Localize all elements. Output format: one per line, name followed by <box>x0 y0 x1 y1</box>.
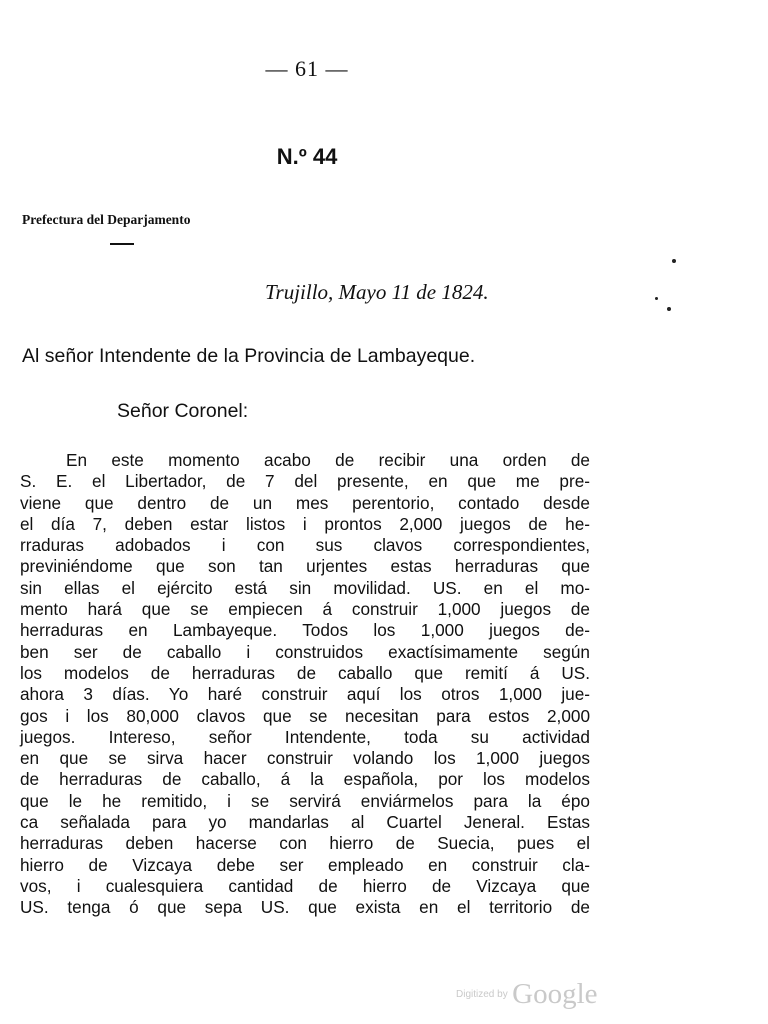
body-line: US. tenga ó que sepa US. que exista en el territorio de <box>20 897 590 918</box>
body-line: de herraduras de caballo, á la española, por los modelos <box>20 769 590 790</box>
speck-mark <box>672 259 676 263</box>
salutation: Señor Coronel: <box>117 400 249 422</box>
body-line: herraduras deben hacerse con hierro de Suecia, pues el <box>20 833 590 854</box>
dateline: Trujillo, Mayo 11 de 1824. <box>265 280 489 304</box>
office-rule <box>110 243 134 245</box>
body-line: ahora 3 días. Yo haré construir aquí los otros 1,000 jue- <box>20 684 590 705</box>
letter-body <box>20 450 590 919</box>
body-line: gos i los 80,000 clavos que se necesitan para estos 2,000 <box>20 705 590 726</box>
google-brand: Google <box>512 978 598 1010</box>
body-line: previniéndome que son tan urjentes estas herraduras que <box>20 556 590 577</box>
body-line: ca señalada para yo mandarlas al Cuartel Jeneral. Estas <box>20 812 590 833</box>
body-line: S. E. el Libertador, de 7 del presente, en que me pre- <box>20 471 590 492</box>
digitized-watermark <box>456 978 598 1011</box>
body-line: el día 7, deben estar listos i prontos 2,000 juegos de he- <box>20 513 590 534</box>
speck-mark <box>667 307 671 311</box>
body-line: los modelos de herraduras de caballo que remití á US. <box>20 662 590 683</box>
body-line: que le he remitido, i se servirá enviármelos para la épo <box>20 790 590 811</box>
body-line: En este momento acabo de recibir una orden de <box>66 450 590 470</box>
body-line: viene que dentro de un mes perentorio, contado desde <box>20 492 590 513</box>
body-line: mento hará que se empiecen á construir 1,000 juegos de <box>20 599 590 620</box>
body-line: sin ellas el ejército está sin movilidad. US. en el mo- <box>20 577 590 598</box>
body-line: rraduras adobados i con sus clavos correspondientes, <box>20 535 590 556</box>
body-line: vos, i cualesquiera cantidad de hierro de Vizcaya que <box>20 875 590 896</box>
body-line: en que se sirva hacer construir volando los 1,000 juegos <box>20 748 590 769</box>
body-line: juegos. Intereso, señor Intendente, toda su actividad <box>20 726 590 747</box>
document-number: N.º 44 <box>276 144 338 169</box>
body-line: hierro de Vizcaya debe ser empleado en construir cla- <box>20 854 590 875</box>
digitized-prefix: Digitized by <box>456 989 508 1000</box>
body-line: herraduras en Lambayeque. Todos los 1,000 juegos de- <box>20 620 590 641</box>
page-number: — 61 — <box>265 56 349 81</box>
speck-mark <box>655 297 658 300</box>
addressee: Al señor Intendente de la Provincia de Lambayeque. <box>22 345 476 367</box>
body-line: ben ser de caballo i construidos exactísimamente según <box>20 641 590 662</box>
office-heading: Prefectura del Deparjamento <box>22 212 191 227</box>
